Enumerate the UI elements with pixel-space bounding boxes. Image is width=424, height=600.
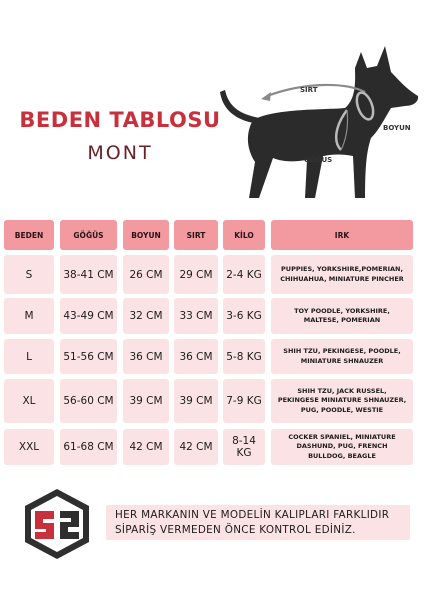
- cell-beden: XXL: [4, 429, 54, 465]
- cell-boyun: 36 CM: [123, 339, 169, 374]
- cell-kilo: 5-8 KG: [223, 339, 265, 374]
- cell-boyun: 42 CM: [123, 429, 169, 465]
- cell-boyun: 32 CM: [123, 298, 169, 334]
- cell-kilo: 2-4 KG: [223, 255, 265, 294]
- cell-irk: SHIH TZU, PEKINGESE, POODLE, MINIATURE SHNAUZER: [271, 339, 413, 374]
- label-back: SIRT: [300, 86, 318, 94]
- header-beden: BEDEN: [4, 220, 54, 250]
- page-subtitle: MONT: [87, 142, 153, 164]
- cell-gogus: 38-41 CM: [60, 255, 117, 294]
- cell-irk: SHIH TZU, JACK RUSSEL, PEKINGESE MINIATURE SHNAUZER, PUG, POODLE, WESTIE: [271, 379, 413, 423]
- cell-gogus: 43-49 CM: [60, 298, 117, 334]
- cell-gogus: 51-56 CM: [60, 339, 117, 374]
- cell-sirt: 29 CM: [174, 255, 218, 294]
- header-irk: IRK: [271, 220, 413, 250]
- label-chest: GÖĞÜS: [304, 156, 333, 164]
- header-sirt: SIRT: [174, 220, 218, 250]
- header-kilo: KİLO: [223, 220, 265, 250]
- cell-kilo: 7-9 KG: [223, 379, 265, 423]
- cell-beden: XL: [4, 379, 54, 423]
- notice-text: [115, 508, 415, 538]
- notice-line-1: HER MARKANIN VE MODELİN KALIPLARI FARKLIDIR: [115, 509, 390, 521]
- notice-line-2: SİPARİŞ VERMEDEN ÖNCE KONTROL EDİNİZ.: [115, 524, 356, 536]
- cell-sirt: 39 CM: [174, 379, 218, 423]
- cell-gogus: 56-60 CM: [60, 379, 117, 423]
- header-gogus: GÖĞÜS: [60, 220, 117, 250]
- cell-kilo: 8-14 KG: [223, 429, 265, 465]
- cell-gogus: 61-68 CM: [60, 429, 117, 465]
- brand-monogram-icon: [20, 487, 94, 561]
- cell-kilo: 3-6 KG: [223, 298, 265, 334]
- cell-sirt: 33 CM: [174, 298, 218, 334]
- cell-beden: M: [4, 298, 54, 334]
- cell-beden: S: [4, 255, 54, 294]
- cell-sirt: 36 CM: [174, 339, 218, 374]
- header-boyun: BOYUN: [123, 220, 169, 250]
- cell-irk: PUPPIES, YORKSHIRE,POMERIAN, CHIHUAHUA, MINIATURE PINCHER: [271, 255, 413, 294]
- cell-boyun: 26 CM: [123, 255, 169, 294]
- cell-sirt: 42 CM: [174, 429, 218, 465]
- cell-boyun: 39 CM: [123, 379, 169, 423]
- page-title: BEDEN TABLOSU: [19, 108, 221, 132]
- cell-beden: L: [4, 339, 54, 374]
- cell-irk: TOY POODLE, YORKSHIRE, MALTESE, POMERIAN: [271, 298, 413, 334]
- label-neck: BOYUN: [383, 124, 411, 132]
- cell-irk: COCKER SPANIEL, MINIATURE DASHUND, PUG, FRENCH BULLDOG, BEAGLE: [271, 429, 413, 465]
